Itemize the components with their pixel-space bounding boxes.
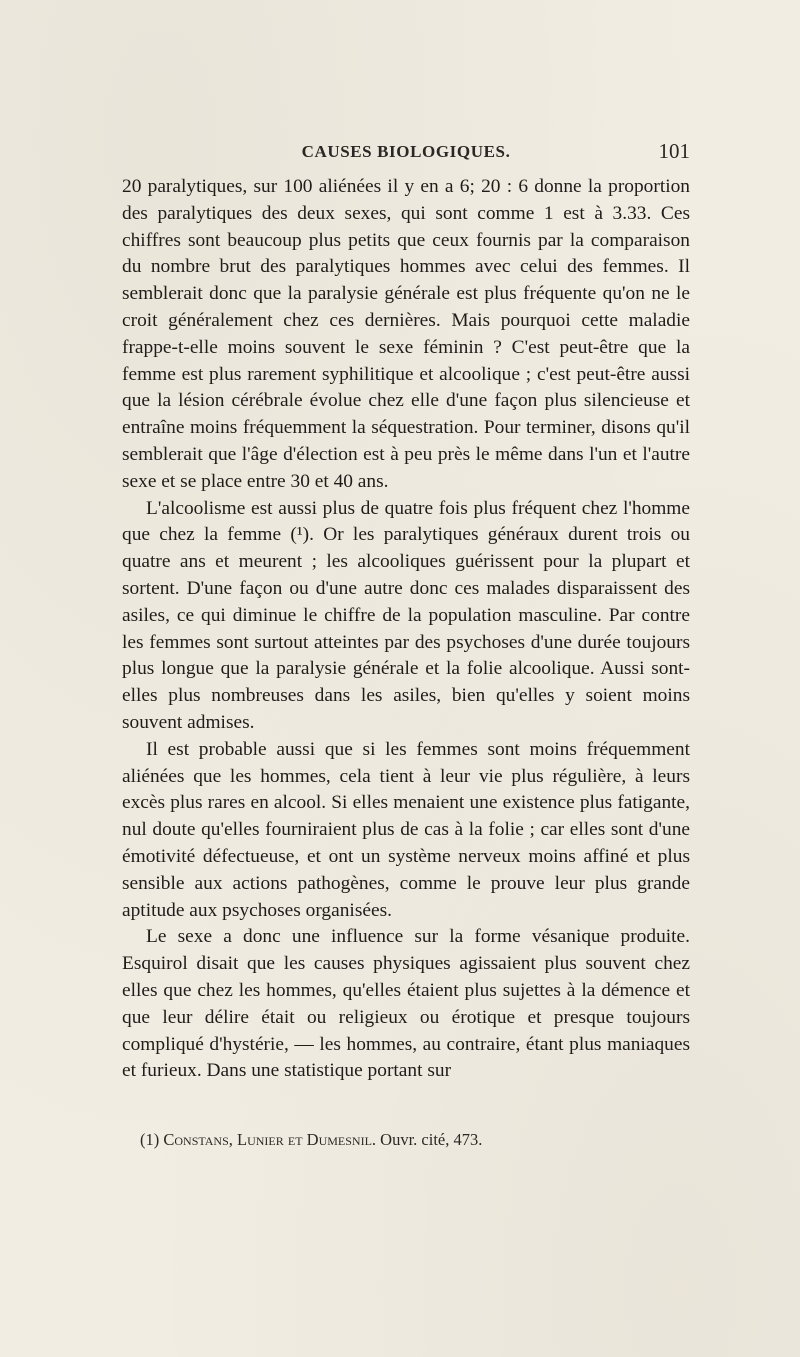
paragraph-4: Le sexe a donc une influence sur la forme vésanique produite. Esquirol disait que les causes physiques agissaient plus souvent chez elles que chez les hommes, qu'elles étaient plus sujettes à la démence et que leur délire était ou religieux ou érotique et presque toujours compliqué d'hystérie, — les hommes, au contraire, étant plus maniaques et furieux. Dans une statistique portant sur xyxy=(122,926,690,1082)
running-title: CAUSES BIOLOGIQUES. xyxy=(301,142,511,161)
paragraph-3: Il est probable aussi que si les femmes sont moins fréquemment aliénées que les hommes, cela tient à leur vie plus régulière, à leurs excès plus rares en alcool. Si elles menaient une existence plus fatigante, nul doute qu'elles fourniraient plus de cas à la folie ; car elles sont d'une émotivité défectueuse, et ont un système nerveux moins affiné et plus sensible aux actions pathogènes, comme le prouve leur plus grande aptitude aux psychoses organisées. xyxy=(122,738,690,921)
body-text xyxy=(122,174,690,1085)
paragraph-1: 20 paralytiques, sur 100 aliénées il y en a 6; 20 : 6 donne la proportion des paralytiques des deux sexes, qui sont comme 1 est à 3.33. Ces chiffres sont beaucoup plus petits que ceux fournis par la comparaison du nombre brut des paralytiques hommes avec celui des femmes. Il semblerait donc que la paralysie générale est plus fréquente qu'on ne le croit généralement chez ces dernières. Mais pourquoi cette maladie frappe-t-elle moins souvent le sexe féminin ? C'est peut-être que la femme est plus rarement syphilitique et alcoolique ; c'est peut-être aussi que la lésion cérébrale évolue chez elle d'une façon plus silencieuse et entraîne moins fréquemment la séquestration. Pour terminer, disons qu'il semblerait que l'âge d'élection est à peu près le même dans l'un et l'autre sexe et se place entre 30 et 40 ans. xyxy=(122,176,690,492)
footnote xyxy=(140,1130,700,1150)
page-header xyxy=(122,139,690,166)
page-number: 101 xyxy=(658,139,690,163)
paragraph-2: L'alcoolisme est aussi plus de quatre fois plus fréquent chez l'homme que chez la femme (¹). Or les paralytiques généraux durent trois ou quatre ans et meurent ; les alcooliques guérissent pour la plupart et sortent. D'une façon ou d'une autre donc ces malades disparaissent des asiles, ce qui diminue le chiffre de la population masculine. Par contre les femmes sont surtout atteintes par des psychoses d'une durée toujours plus longue que la paralysie générale et la folie alcoolique. Aussi sont-elles plus nombreuses dans les asiles, bien qu'elles y soient moins souvent admises. xyxy=(122,497,690,733)
footnote-authors: Constans, Lunier et Dumesnil. xyxy=(163,1130,377,1149)
footnote-reference: Ouvr. cité, 473. xyxy=(380,1130,483,1149)
footnote-marker: (1) xyxy=(140,1130,160,1149)
